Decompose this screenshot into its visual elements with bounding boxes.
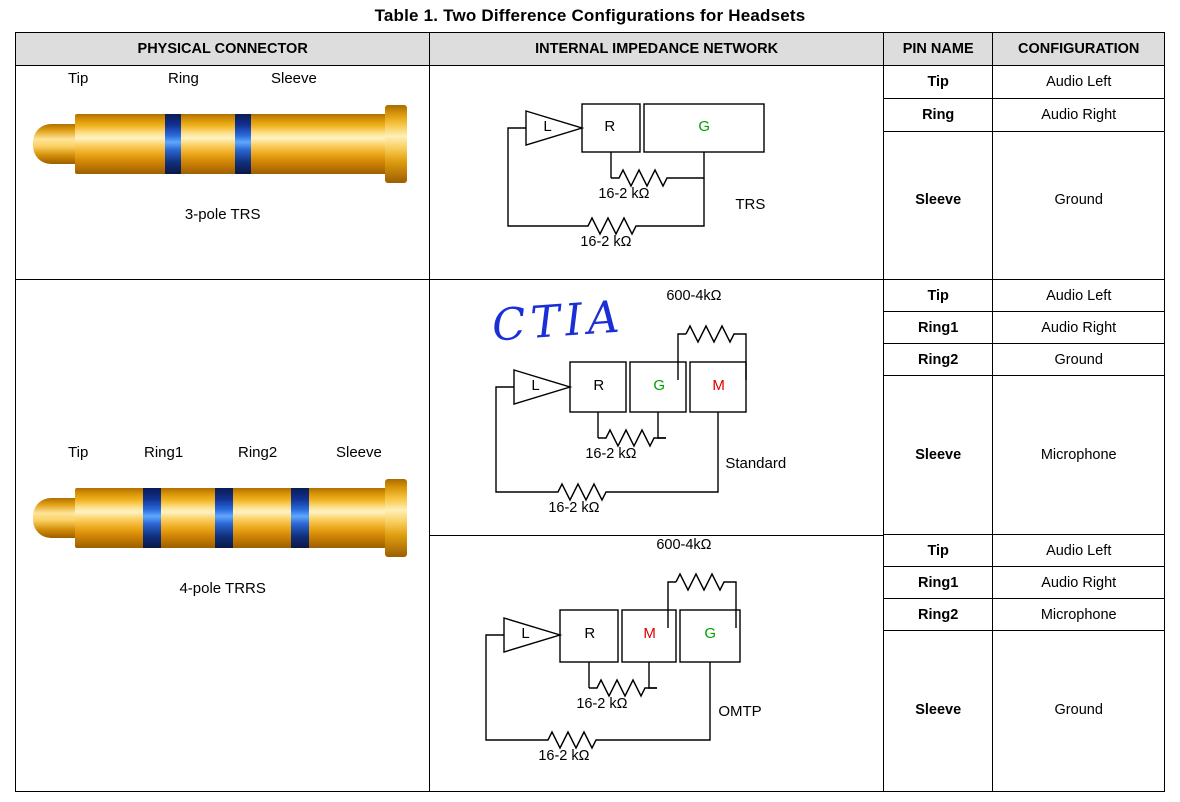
ctia-block-M: M xyxy=(712,377,725,394)
table-row-trs xyxy=(16,66,1165,280)
ctia-block-L: L xyxy=(531,377,540,394)
config-table-ctia xyxy=(993,280,1164,535)
pin-name-ring2-omtp: Ring2 xyxy=(884,599,993,631)
table-header-row xyxy=(16,33,1165,66)
header-internal-impedance-network: INTERNAL IMPEDANCE NETWORK xyxy=(430,33,884,66)
pin-row xyxy=(884,631,993,790)
pin-table-ctia xyxy=(884,280,993,535)
omtp-block-M: M xyxy=(643,625,656,642)
pin-row xyxy=(884,280,993,312)
header-pin-name: PIN NAME xyxy=(883,33,993,66)
headset-configuration-table xyxy=(15,32,1165,792)
config-sleeve: Ground xyxy=(1054,191,1103,208)
trs-schematic xyxy=(430,66,883,279)
config-ring2-ctia: Ground xyxy=(993,344,1164,376)
config-row xyxy=(993,344,1164,376)
pin-name-sleeve-ctia: Sleeve xyxy=(915,447,962,463)
config-row xyxy=(993,280,1164,312)
ctia-resistor-2-label: 16-2 kΩ xyxy=(548,500,600,516)
omtp-schematic-svg xyxy=(430,536,868,791)
pin-name-ring1-omtp: Ring1 xyxy=(884,567,993,599)
config-cell-trrs xyxy=(993,280,1165,792)
pin-name-ring2-ctia: Ring2 xyxy=(884,344,993,376)
config-ring: Audio Right xyxy=(993,99,1164,132)
table-row-trrs xyxy=(16,280,1165,792)
config-row xyxy=(993,132,1164,268)
ctia-block-G: G xyxy=(653,377,665,394)
ctia-block-R: R xyxy=(593,377,605,394)
connector-cell-trs xyxy=(16,66,430,280)
config-ring2-omtp: Microphone xyxy=(993,599,1164,631)
pin-row xyxy=(884,66,993,99)
trs-standard-label: TRS xyxy=(735,196,766,213)
header-configuration: CONFIGURATION xyxy=(993,33,1165,66)
config-sleeve-ctia: Microphone xyxy=(1040,447,1117,463)
trrs-band-1 xyxy=(143,488,161,548)
config-row xyxy=(993,376,1164,535)
pin-name-sleeve-omtp: Sleeve xyxy=(915,702,962,718)
config-tip: Audio Left xyxy=(993,66,1164,99)
omtp-block-G: G xyxy=(704,625,716,642)
pin-cell-trs xyxy=(883,66,993,280)
omtp-top-resistor-label: 600-4kΩ xyxy=(656,537,712,553)
config-row xyxy=(993,99,1164,132)
trrs-tip-cone xyxy=(33,498,79,538)
network-cell-trs xyxy=(430,66,884,280)
config-cell-trs xyxy=(993,66,1165,280)
config-ring1-ctia: Audio Right xyxy=(993,312,1164,344)
trs-caption: 3-pole TRS xyxy=(184,206,261,223)
page-title: Table 1. Two Difference Configurations for Headsets xyxy=(374,6,806,25)
trrs-band-2 xyxy=(215,488,233,548)
pin-name-tip-ctia: Tip xyxy=(884,280,993,312)
pin-name-tip: Tip xyxy=(884,66,993,99)
config-ring1-omtp: Audio Right xyxy=(993,567,1164,599)
trrs-band-3 xyxy=(291,488,309,548)
pin-name-tip-omtp: Tip xyxy=(884,535,993,567)
trs-label-ring: Ring xyxy=(168,70,199,87)
config-row xyxy=(993,567,1164,599)
omtp-schematic xyxy=(430,536,883,791)
trs-label-sleeve: Sleeve xyxy=(271,70,317,87)
trrs-caption: 4-pole TRRS xyxy=(179,580,266,597)
config-row xyxy=(993,599,1164,631)
trs-plug-graphic xyxy=(33,96,413,196)
header-physical-connector: PHYSICAL CONNECTOR xyxy=(16,33,430,66)
omtp-block-R: R xyxy=(584,625,596,642)
omtp-block-L: L xyxy=(521,625,530,642)
trs-band-1 xyxy=(165,114,181,174)
pin-row xyxy=(884,99,993,132)
trs-block-R: R xyxy=(604,118,616,135)
trrs-pin-labels xyxy=(16,440,429,466)
config-row xyxy=(993,631,1164,790)
pin-name-ring1-ctia: Ring1 xyxy=(884,312,993,344)
config-tip-ctia: Audio Left xyxy=(993,280,1164,312)
ctia-standard-label: Standard xyxy=(725,455,787,472)
omtp-standard-label: OMTP xyxy=(718,703,762,720)
trrs-sleeve-shoulder xyxy=(385,479,407,557)
ctia-resistor-1-label: 16-2 kΩ xyxy=(585,446,637,462)
config-table-trs xyxy=(993,66,1164,267)
ctia-top-resistor-label: 600-4kΩ xyxy=(666,288,722,304)
pin-table-omtp xyxy=(884,535,993,789)
trs-sleeve-shoulder xyxy=(385,105,407,183)
pin-row xyxy=(884,535,993,567)
pin-cell-trrs xyxy=(883,280,993,792)
pin-row xyxy=(884,567,993,599)
trs-band-2 xyxy=(235,114,251,174)
ctia-schematic xyxy=(430,280,883,536)
trs-schematic-svg xyxy=(430,66,868,279)
connector-cell-trrs xyxy=(16,280,430,792)
trrs-label-tip: Tip xyxy=(68,444,89,461)
trrs-barrel xyxy=(75,488,405,548)
network-cell-trrs xyxy=(430,280,884,792)
pin-row xyxy=(884,312,993,344)
pin-table-trs xyxy=(884,66,993,267)
config-sleeve-omtp: Ground xyxy=(1054,702,1103,718)
trs-resistor-1-label: 16-2 kΩ xyxy=(598,186,650,202)
config-row xyxy=(993,312,1164,344)
trs-tip-cone xyxy=(33,124,79,164)
pin-row xyxy=(884,599,993,631)
config-row xyxy=(993,66,1164,99)
trs-label-tip: Tip xyxy=(68,70,89,87)
omtp-resistor-2-label: 16-2 kΩ xyxy=(538,748,590,764)
omtp-resistor-1-label: 16-2 kΩ xyxy=(576,696,628,712)
trs-block-L: L xyxy=(543,118,552,135)
pin-name-ring: Ring xyxy=(884,99,993,132)
pin-name-sleeve: Sleeve xyxy=(915,191,962,208)
trrs-label-ring1: Ring1 xyxy=(144,444,184,461)
trrs-label-ring2: Ring2 xyxy=(238,444,278,461)
ctia-handwriting: CTIA xyxy=(490,291,627,352)
pin-row xyxy=(884,376,993,535)
pin-row xyxy=(884,344,993,376)
config-row xyxy=(993,535,1164,567)
config-tip-omtp: Audio Left xyxy=(993,535,1164,567)
config-table-omtp xyxy=(993,535,1164,789)
pin-row xyxy=(884,132,993,268)
trs-pin-labels xyxy=(16,66,429,92)
trs-resistor-2-label: 16-2 kΩ xyxy=(580,234,632,250)
trrs-plug-graphic xyxy=(33,470,413,570)
trs-block-G: G xyxy=(698,118,710,135)
trrs-label-sleeve: Sleeve xyxy=(336,444,382,461)
